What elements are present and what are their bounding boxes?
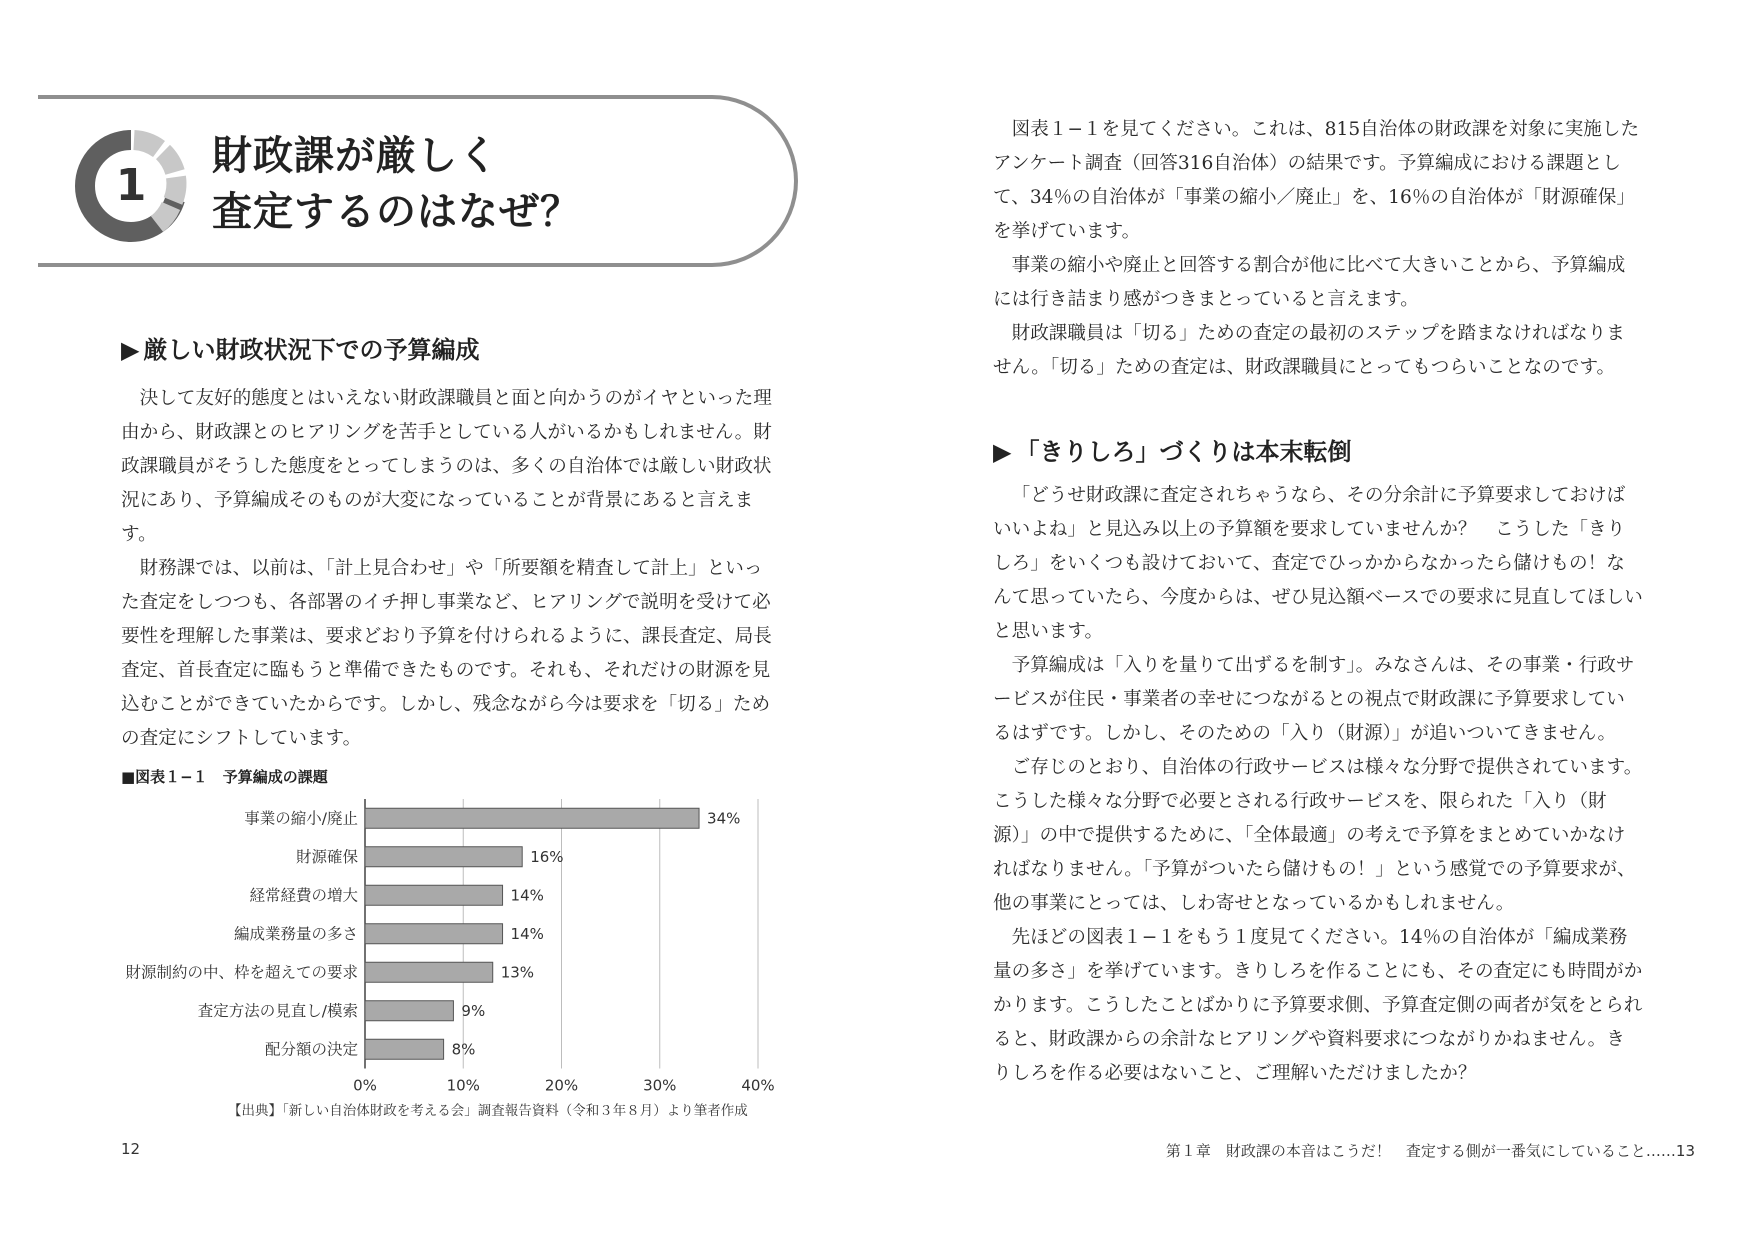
paragraph: 財政課職員は「切る」ための査定の最初のステップを踏まなければなりません。「切る」ための査定は、財政課職員にとってもつらいことなのです。	[993, 323, 1625, 378]
x-tick-label: 0%	[353, 1076, 377, 1095]
category-label: 事業の縮小/廃止	[244, 809, 358, 828]
heading-kirishiro	[993, 432, 1351, 467]
left-page	[0, 0, 877, 1240]
paragraph: 図表１−１を見てください。これは、815自治体の財政課を対象に実施したアンケート調査（回答316自治体）の結果です。予算編成における課題として、34％の自治体が「事業の縮小／廃止」を、16％の自治体が「財源確保」を挙げています。	[993, 119, 1640, 242]
right-body-a	[993, 113, 1643, 385]
bar	[365, 885, 503, 905]
category-label: 査定方法の見直し/模索	[197, 1001, 358, 1020]
heading-text: 「きりしろ」づくりは本末転倒	[1015, 438, 1352, 466]
right-page	[877, 0, 1755, 1240]
value-label: 16%	[530, 847, 564, 866]
value-label: 8%	[451, 1040, 476, 1059]
category-label: 編成業務量の多さ	[233, 924, 358, 943]
paragraph: ご存じのとおり、自治体の行政サービスは様々な分野で提供されています。こうした様々な分野で必要とされる行政サービスを、限られた「入り（財源）」の中で提供するために、「全体最適」の考えで予算をまとめていかなければなりません。「予算がついたら儲けもの！」という感覚での予算要求が、他の事業にとっては、しわ寄せとなっているかもしれません。	[993, 757, 1643, 914]
bar	[365, 847, 522, 867]
category-label: 経常経費の増大	[249, 886, 358, 905]
paragraph: 先ほどの図表１−１をもう１度見てください。14％の自治体が「編成業務量の多さ」を挙げています。きりしろを作ることにも、その査定にも時間がかかります。こうしたことばかりに予算要求側、予算査定側の両者が気をとられると、財政課からの余計なヒアリングや資料要求につながりかねません。きりしろを作る必要はないこと、ご理解いただけましたか？	[993, 927, 1643, 1084]
x-tick-label: 10%	[446, 1076, 480, 1095]
paragraph: 「どうせ財政課に査定されちゃうなら、その分余計に予算要求しておけばいいよね」と見込み以上の予算額を要求していませんか？ こうした「きりしろ」をいくつも設けておいて、査定でひっかからなかったら儲けもの！なんて思っていたら、今度からは、ぜひ見込額ベースでの要求に見直してほしいと思います。	[993, 485, 1643, 642]
value-label: 14%	[510, 886, 544, 905]
category-label: 財源確保	[295, 847, 358, 866]
x-tick-label: 30%	[643, 1076, 677, 1095]
section-title-line1: 財政課が厳しく	[212, 133, 499, 179]
heading-tough-finances	[121, 330, 479, 365]
paragraph: 決して友好的態度とはいえない財政課職員と面と向かうのがイヤといった理由から、財政課とのヒアリングを苦手としている人がいるかもしれません。財政課職員がそうした態度をとってしまうのは、多くの自治体では厳しい財政状況にあり、予算編成そのものが大変になっていることが背景にあると言えます。	[121, 388, 772, 545]
heading-text: 厳しい財政状況下での予算編成	[143, 336, 480, 364]
value-label: 9%	[461, 1001, 486, 1020]
bar	[365, 962, 493, 982]
value-label: 34%	[707, 809, 741, 828]
x-tick-label: 40%	[741, 1076, 775, 1095]
paragraph: 財務課では、以前は、「計上見合わせ」や「所要額を精査して計上」といった査定をしつつも、各部署のイチ押し事業など、ヒアリングで説明を受けて必要性を理解した事業は、要求どおり予算を付けられるように、課長査定、局長査定、首長査定に臨もうと準備できたものです。それも、それだけの財源を見込むことができていたからです。しかし、残念ながら今は要求を「切る」ための査定にシフトしています。	[121, 558, 772, 749]
section-title	[212, 128, 581, 240]
value-label: 14%	[510, 924, 544, 943]
figure-source: 【出典】「新しい自治体財政を考える会」調査報告資料（令和３年８月）より筆者作成	[228, 1103, 748, 1119]
page-number-left: 12	[121, 1140, 141, 1158]
triangle-bullet-icon: ▶	[993, 438, 1012, 466]
section-title-line2: 査定するのはなぜ？	[212, 189, 581, 235]
triangle-bullet-icon: ▶	[121, 336, 140, 364]
right-body-b	[993, 479, 1643, 1091]
category-label: 財源制約の中、枠を超えての要求	[125, 963, 358, 982]
paragraph: 事業の縮小や廃止と回答する割合が他に比べて大きいことから、予算編成には行き詰まり感がつきまとっていると言えます。	[993, 255, 1626, 310]
running-footer: 第１章 財政課の本音はこうだ！ 査定する側が一番気にしていること……13	[1165, 1142, 1695, 1160]
bar	[365, 1001, 453, 1021]
paragraph: 予算編成は「入りを量りて出ずるを制す」。みなさんは、その事業・行政サービスが住民・事業者の幸せにつながるとの視点で財政課に予算要求しているはずです。しかし、そのための「入り（財源）」が追いついてきません。	[993, 655, 1635, 744]
section-number: 1	[115, 160, 147, 211]
bar	[365, 1039, 444, 1059]
bar	[365, 808, 699, 828]
figure-title: ■図表１−１ 予算編成の課題	[121, 768, 328, 786]
x-tick-label: 20%	[544, 1076, 579, 1095]
bar	[365, 924, 503, 944]
bar-chart	[100, 795, 780, 1095]
category-label: 配分額の決定	[264, 1040, 358, 1059]
value-label: 13%	[500, 963, 535, 982]
left-body	[121, 382, 772, 756]
